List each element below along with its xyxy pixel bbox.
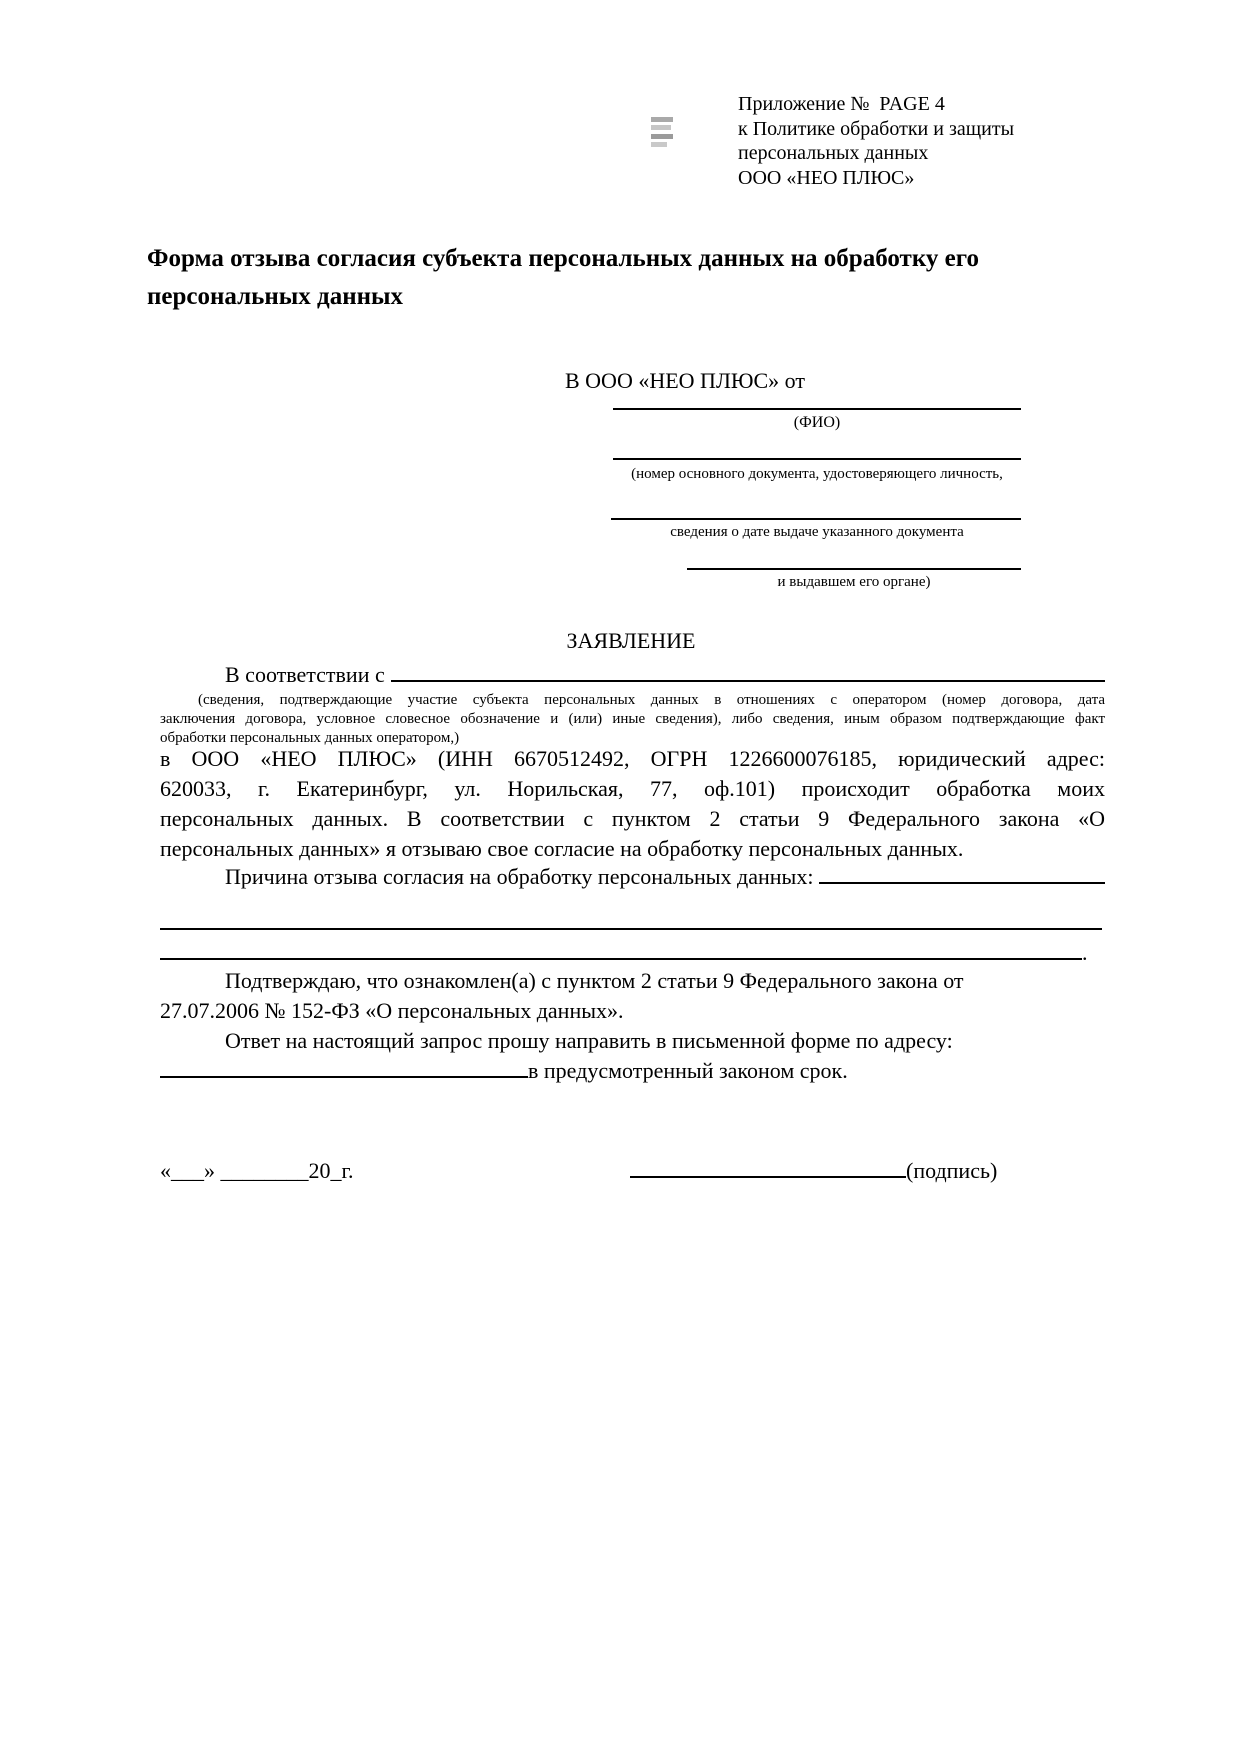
- reason-blank-rule[interactable]: [160, 958, 1082, 960]
- fine-print-block: [160, 691, 1105, 748]
- reason-line: [160, 864, 1105, 890]
- date-line[interactable]: «___» ________20_г.: [160, 1158, 354, 1183]
- fio-input-line[interactable]: [613, 408, 1021, 410]
- artifact-bar: [651, 117, 673, 122]
- reason-label: Причина отзыва согласия на обработку персональных данных:: [225, 864, 814, 889]
- fio-caption: (ФИО): [793, 414, 841, 431]
- reply-suffix: в предусмотренный законом срок.: [528, 1058, 848, 1083]
- signature-caption: (подпись): [906, 1158, 998, 1183]
- document-number-input-line[interactable]: [613, 458, 1021, 460]
- basis-line: [160, 662, 1105, 688]
- issue-date-caption: сведения о дате выдаче указанного документа: [670, 524, 964, 540]
- signature-area: [630, 1158, 997, 1184]
- artifact-bar: [651, 142, 667, 147]
- statement-heading: ЗАЯВЛЕНИЕ: [566, 628, 696, 653]
- recipient-to-line: В ООО «НЕО ПЛЮС» от: [565, 368, 805, 393]
- annex-number-line: Приложение № PAGE 4: [738, 93, 945, 115]
- confirm-line: [160, 966, 1105, 996]
- annex-company-line: ООО «НЕО ПЛЮС»: [738, 166, 915, 189]
- fine-print-line: заключения договора, условное словесное обозначение и (или) иные сведения), либо сведения, иным образом подтверждающие факт: [160, 711, 1105, 727]
- body-line: персональных данных» я отзываю свое согласие на обработку персональных данных.: [160, 836, 964, 861]
- recipient-block: [565, 368, 1021, 603]
- fine-print-line: (сведения, подтверждающие участие субъекта персональных данных в отношениях с оператором (номер договора, дата: [198, 692, 1105, 708]
- reason-input-line[interactable]: [819, 882, 1105, 884]
- basis-label: В соответствии с: [225, 662, 385, 687]
- basis-input-line[interactable]: [391, 680, 1105, 682]
- issuing-authority-caption: и выдавшем его органе): [777, 574, 931, 590]
- confirm-line-2: 27.07.2006 № 152-ФЗ «О персональных данных».: [160, 998, 624, 1023]
- signature-input-line[interactable]: [630, 1176, 906, 1178]
- statement-body: [160, 744, 1105, 864]
- confirmation-block: [160, 966, 1105, 1086]
- annex-personal-data-line: персональных данных: [738, 142, 929, 164]
- address-input-line[interactable]: [160, 1076, 528, 1078]
- body-line: 620033, г. Екатеринбург, ул. Норильская, 77, оф.101) происходит обработка моих: [160, 776, 1105, 801]
- reply-text: Ответ на настоящий запрос прошу направить в письменной форме по адресу:: [225, 1028, 953, 1053]
- issue-date-input-line[interactable]: [611, 518, 1021, 520]
- document-number-caption: (номер основного документа, удостоверяющего личность,: [631, 466, 1003, 482]
- reason-blank-line-1[interactable]: [160, 928, 1102, 930]
- reply-address-line: [160, 1056, 1105, 1086]
- annex-header-block: [738, 92, 1014, 190]
- annex-policy-line: к Политике обработки и защиты: [738, 117, 1015, 140]
- artifact-bar: [651, 134, 673, 139]
- fine-print-line: обработки персональных данных оператором,): [160, 730, 460, 746]
- body-line: персональных данных. В соответствии с пунктом 2 статьи 9 Федерального закона «О: [160, 806, 1105, 831]
- issuing-authority-input-line[interactable]: [687, 568, 1021, 570]
- reason-blank-line-2[interactable]: [160, 940, 1105, 966]
- body-line: в ООО «НЕО ПЛЮС» (ИНН 6670512492, ОГРН 1226600076185, юридический адрес:: [160, 746, 1105, 771]
- blurred-text-artifact: [651, 117, 673, 147]
- sentence-period: .: [1082, 940, 1088, 965]
- confirm-text: Подтверждаю, что ознакомлен(а) с пунктом 2 статьи 9 Федерального закона от: [225, 968, 964, 993]
- document-title: Форма отзыва согласия субъекта персональных данных на обработку его персональных данных: [147, 245, 979, 310]
- artifact-bar: [651, 125, 671, 130]
- reply-line: [160, 1026, 1105, 1056]
